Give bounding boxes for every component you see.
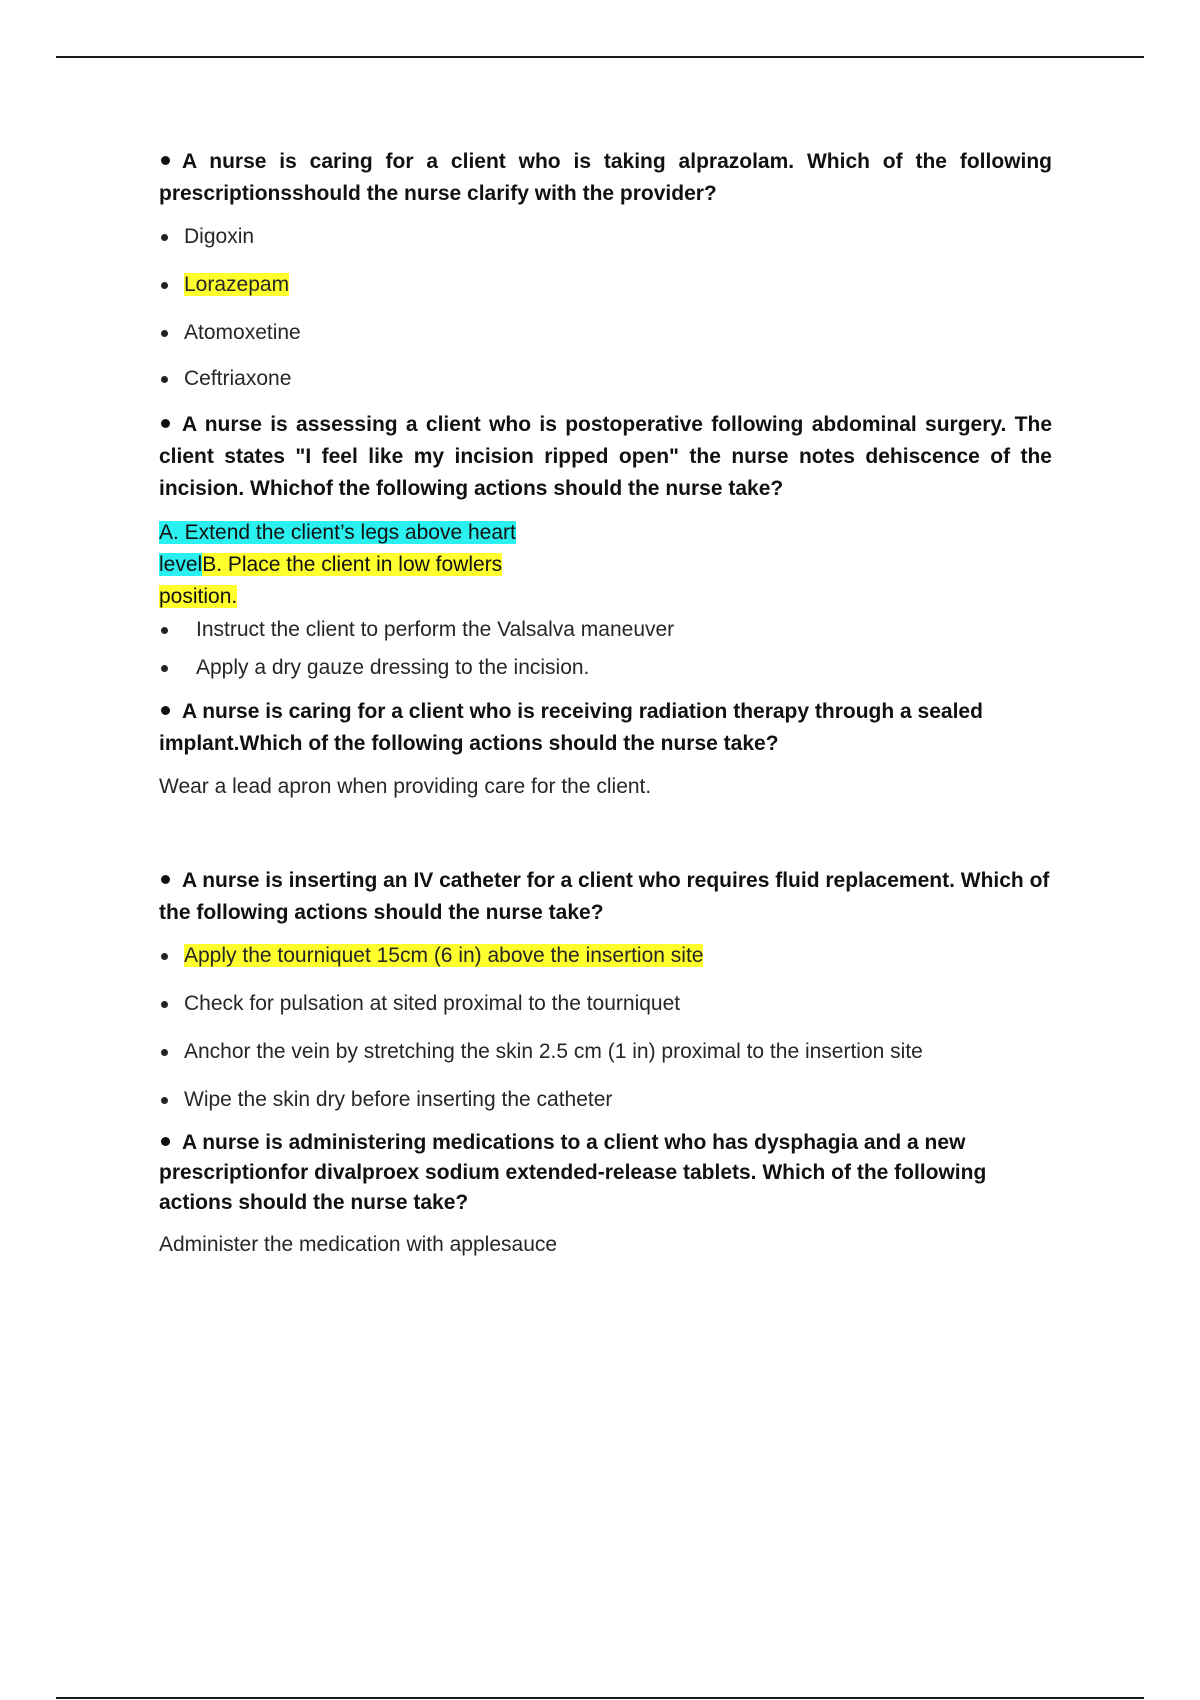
question-2-options	[159, 614, 1052, 684]
question-4-text: A nurse is inserting an IV catheter for a client who requires fluid replacement. Which of the following actions should the nurse take?	[159, 869, 1050, 924]
option-item	[159, 317, 1052, 349]
question-1	[159, 146, 1052, 210]
bullet-icon	[161, 156, 170, 165]
option-item	[159, 1036, 1052, 1068]
option-text: Instruct the client to perform the Valsalva maneuver	[196, 618, 675, 641]
question-2-lettered-options	[159, 517, 579, 613]
option-text: Digoxin	[184, 225, 255, 248]
question-3-answer: Wear a lead apron when providing care for the client.	[159, 775, 652, 798]
option-item	[159, 221, 1052, 253]
question-2	[159, 409, 1052, 505]
question-3	[159, 696, 1052, 760]
option-item	[159, 614, 1052, 646]
bullet-icon	[161, 1137, 170, 1146]
question-4-options	[159, 940, 1052, 1116]
question-5	[159, 1128, 999, 1218]
option-b-text: B. Place the client in low fowlers	[202, 553, 503, 576]
option-text: Apply the tourniquet 15cm (6 in) above the insertion site	[184, 944, 704, 967]
option-text: Check for pulsation at sited proximal to the tourniquet	[184, 992, 681, 1015]
option-text: Ceftriaxone	[184, 367, 292, 390]
option-text: Wipe the skin dry before inserting the catheter	[184, 1088, 613, 1111]
option-item	[159, 652, 1052, 684]
question-1-text: A nurse is caring for a client who is taking alprazolam. Which of the following prescriptionsshould the nurse clarify with the provider?	[159, 150, 1052, 205]
option-a-text: A. Extend the client’s legs above heart	[159, 521, 516, 544]
option-b-text-cont: position.	[159, 585, 238, 608]
question-4	[159, 865, 1052, 929]
question-1-options	[159, 221, 1052, 395]
option-item	[159, 363, 1052, 395]
option-item-highlighted	[159, 940, 1052, 972]
option-text: Atomoxetine	[184, 321, 301, 344]
option-item-highlighted	[159, 269, 1052, 301]
question-5-text: A nurse is administering medications to a client who has dysphagia and a new prescriptionfor divalproex sodium extended-release tablets. Which of the following actions should the nurse take?	[159, 1131, 987, 1214]
option-text: Lorazepam	[184, 273, 290, 296]
option-item	[159, 988, 1052, 1020]
question-5-answer: Administer the medication with applesauce	[159, 1233, 558, 1256]
top-rule	[56, 56, 1144, 58]
option-item	[159, 1084, 1052, 1116]
bottom-rule	[56, 1697, 1144, 1699]
option-text: Anchor the vein by stretching the skin 2.5 cm (1 in) proximal to the insertion site	[184, 1040, 923, 1063]
question-3-text: A nurse is caring for a client who is receiving radiation therapy through a sealed implant.Which of the following actions should the nurse take?	[159, 700, 983, 755]
option-text: Apply a dry gauze dressing to the incision.	[196, 656, 590, 679]
question-2-text: A nurse is assessing a client who is postoperative following abdominal surgery. The client states "I feel like my incision ripped open" the nurse notes dehiscence of the incision. Whichof the following actions should the nurse take?	[159, 413, 1052, 500]
document-body	[159, 146, 1052, 1275]
option-a-text-cont: level	[159, 553, 203, 576]
bullet-icon	[161, 875, 170, 884]
bullet-icon	[161, 419, 170, 428]
bullet-icon	[161, 706, 170, 715]
